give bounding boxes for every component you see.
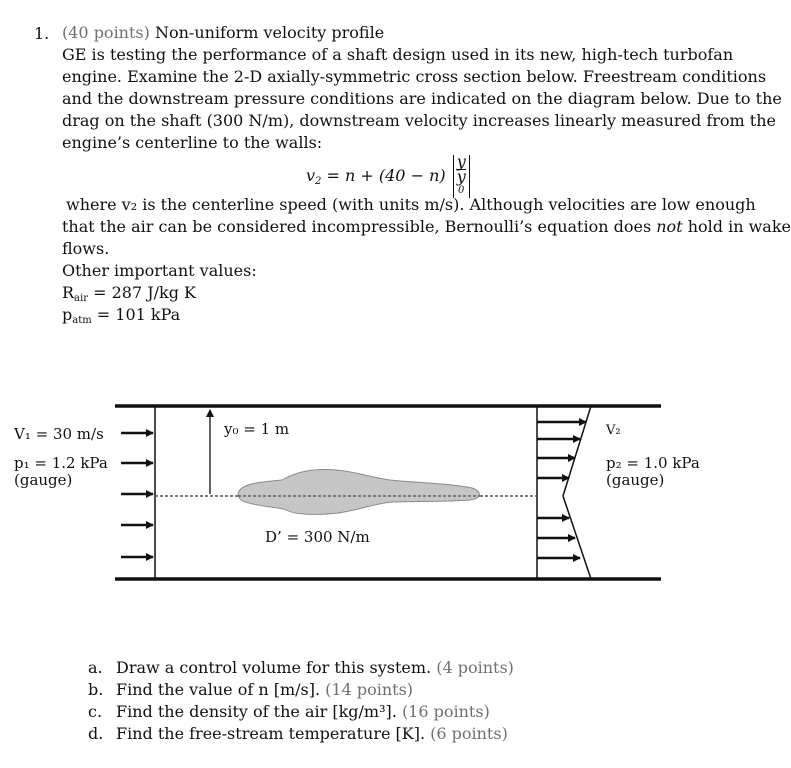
part-b: b. Find the value of n [m/s]. (14 points) [88,680,414,699]
other-values-heading: Other important values: [62,261,257,280]
outlet-pressure-label: p₂ = 1.0 kPa [606,454,700,472]
inlet-velocity-arrows [121,433,153,557]
where-line: that the air can be considered incompressible, Bernoulli’s equation does not hold in wake [62,217,791,236]
shaft-body [238,469,479,514]
y0-label: y₀ = 1 m [224,420,290,438]
question-parts [88,657,514,745]
inlet-velocity-label: V₁ = 30 m/s [14,425,104,443]
part-a: a. Draw a control volume for this system. (4 points) [88,658,514,677]
body-line: drag on the shaft (300 N/m), downstream velocity increases linearly measured from the [62,111,776,130]
body-line: and the downstream pressure conditions are indicated on the diagram below. Due to the [62,89,782,108]
outlet-velocity-label: V₂ [606,423,621,438]
velocity-equation: $v_2 = n + (40 - n)$ y y 0 [306,155,470,198]
body-line: engine. Examine the 2-D axially-symmetric cross section below. Freestream conditions [62,67,767,86]
where-line: where v₂ is the centerline speed (with units m/s). Although velocities are low enough [66,195,756,214]
body-line: GE is testing the performance of a shaft design used in its new, high-tech turbofan [62,45,734,64]
problem-number: 1. [34,24,50,43]
outlet-velocity-profile [537,406,591,579]
part-d: d. Find the free-stream temperature [K]. (6 points) [88,724,508,743]
inlet-pressure-label: p₁ = 1.2 kPa [14,454,108,472]
problem-heading [62,22,384,44]
p-atm-value: $p_{atm} = 101$ kPa [62,305,181,326]
outlet-velocity-arrows [537,422,586,558]
inlet-pressure-gauge-label: (gauge) [14,471,73,489]
body-line: engine’s centerline to the walls: [62,133,323,152]
problem-points: (40 points) [62,23,150,42]
engine-cross-section-diagram [0,380,749,600]
problem-title: Non-uniform velocity profile [154,23,385,42]
abs-fraction: y y 0 [453,155,470,198]
drag-label: D’ = 300 N/m [265,528,370,546]
outlet-pressure-gauge-label: (gauge) [606,471,665,489]
where-line: flows. [62,239,110,258]
part-c: c. Find the density of the air [kg/m³]. (16 points) [88,702,490,721]
r-air-value: $R_{air} = 287$ J/kg K [62,283,196,304]
